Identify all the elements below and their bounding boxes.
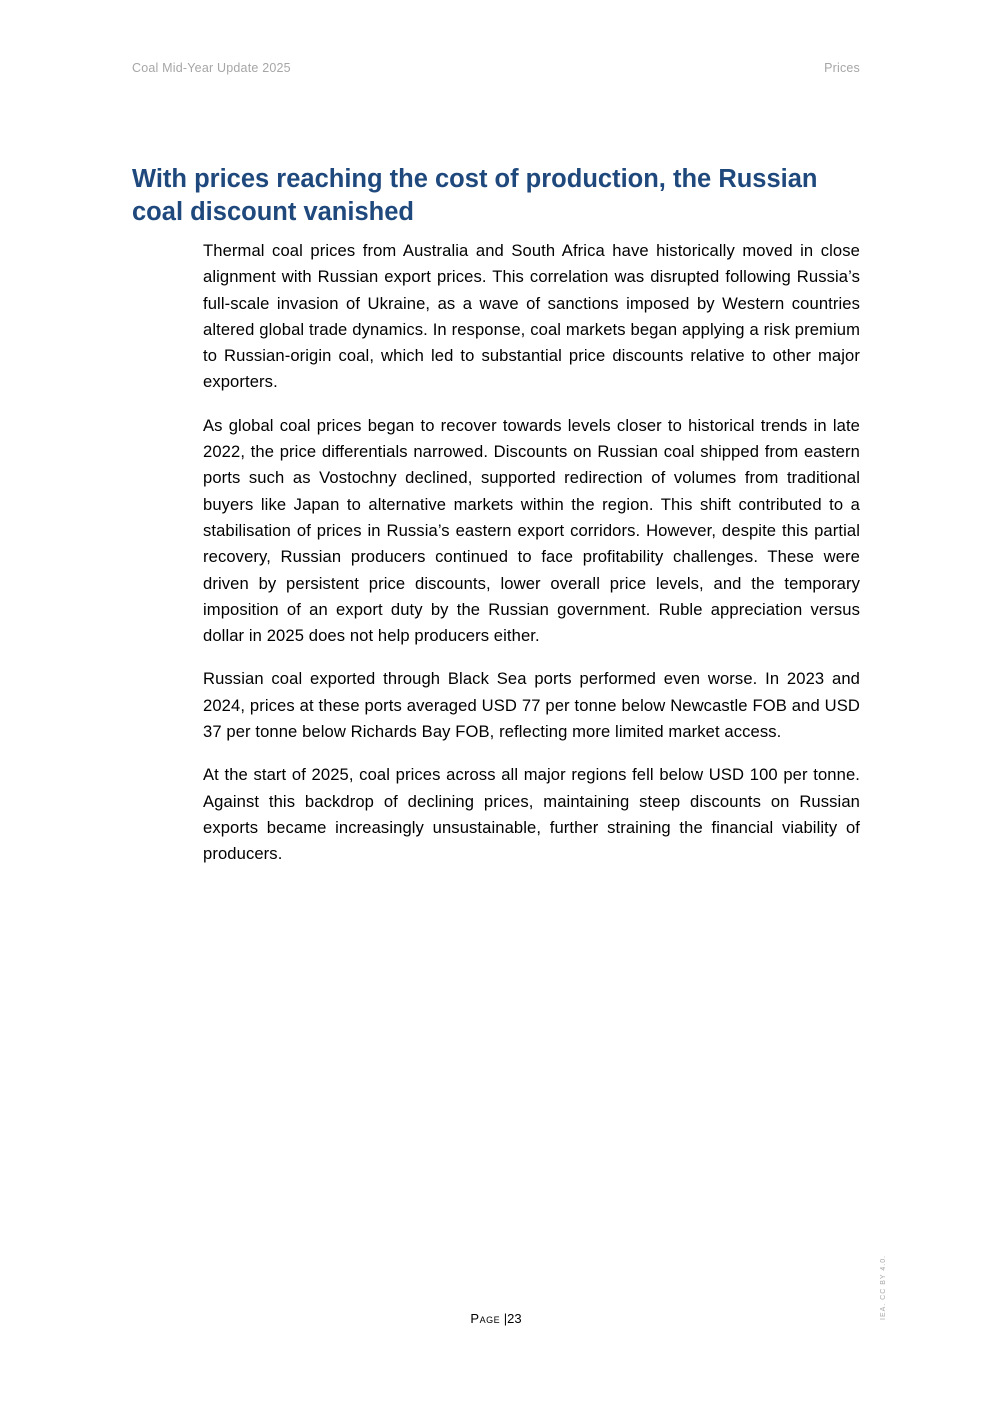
page-label: Page xyxy=(470,1311,501,1326)
page-footer xyxy=(0,1311,992,1326)
paragraph: At the start of 2025, coal prices across all major regions fell below USD 100 per tonne. Against this backdrop of declining prices, maintaining steep discounts on Russian exports became increasingly unsustainable, further straining the financial viability of producers. xyxy=(203,765,860,864)
body-text xyxy=(203,238,860,885)
paragraph: As global coal prices began to recover towards levels closer to historical trends in late 2022, the price differentials narrowed. Discounts on Russian coal shipped from eastern ports such as Vostochny declined, supported redirection of volumes from traditional buyers like Japan to alternative markets within the region. This shift contributed to a stabilisation of prices in Russia’s eastern export corridors. However, despite this partial recovery, Russian producers continued to face profitability challenges. These were driven by persistent price discounts, lower overall price levels, and the temporary imposition of an export duty by the Russian government. Ruble appreciation versus dollar in 2025 does not help producers either. xyxy=(203,415,860,646)
paragraph: Russian coal exported through Black Sea ports performed even worse. In 2023 and 2024, prices at these ports averaged USD 77 per tonne below Newcastle FOB and USD 37 per tonne below Richards Bay FOB, reflecting more limited market access. xyxy=(203,669,860,742)
section-header: Prices xyxy=(824,61,860,75)
document-title-header: Coal Mid-Year Update 2025 xyxy=(132,61,291,75)
paragraph: Thermal coal prices from Australia and South Africa have historically moved in close alignment with Russian export prices. This correlation was disrupted following Russia’s full-scale invasion of Ukraine, as a wave of sanctions imposed by Western countries altered global trade dynamics. In response, coal markets began applying a risk premium to Russian-origin coal, which led to substantial price discounts relative to other major exporters. xyxy=(203,241,860,392)
page-number: 23 xyxy=(507,1311,522,1326)
license-note: IEA. CC BY 4.0. xyxy=(880,1254,887,1320)
page-separator: | xyxy=(503,1311,508,1326)
section-heading: With prices reaching the cost of production, the Russian coal discount vanished xyxy=(132,165,818,226)
